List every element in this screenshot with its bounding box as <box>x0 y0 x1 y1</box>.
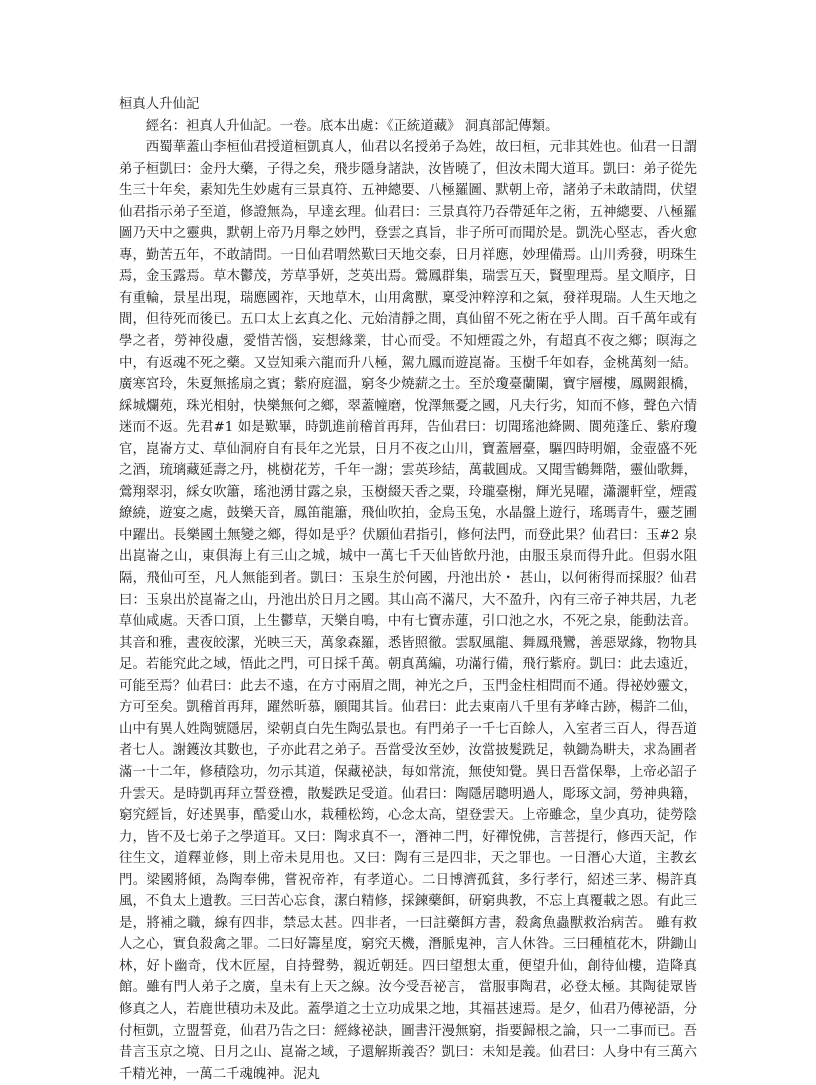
document-title: 桓真人升仙記 <box>119 97 200 112</box>
scripture-metadata: 經名：袒真人升仙記。一卷。底本出處：《正統道藏》 洞真部記傳類。 <box>145 118 559 134</box>
document-page <box>119 94 697 1085</box>
body-paragraph: 西蜀華蓋山李桓仙君授道桓凱真人，仙君以名授弟子為姓，故曰桓，元非其姓也。仙君一日謂弟子桓凱曰：金丹大藥，子得之矣，飛步隱身諸訣，汝皆曉了，但汝未聞大道耳。凱曰：弟子從先生三十年矣，素知先生妙處有三景真符、五神總要、八極羅圖、默朝上帝，諸弟子未敢請問，伏望仙君指示弟子至道，修證無為，早達玄理。仙君曰：三景真符乃吞帶延年之術，五神總要、八極羅圖乃天中之靈典，默朝上帝乃月舉之妙門，登雲之真旨，非子所可而聞於是。凱洗心堅志，香火愈專，勤苦五年，不敢請問。一日仙君喟然歎曰天地交泰，日月祥應，妙理備焉。山川秀發，明珠生焉，金玉露焉。草木鬱茂，芳草爭妍，芝英出焉。鶯鳳群集，瑞雲互天，賢聖理焉。星文順序，日有重輪，景星出現，瑞應國祚，天地草木，山用禽獸，稟受沖粹淳和之氣，發祥現瑞。人生天地之間，但待死而後已。五口太上玄真之化、元始清靜之間，真仙留不死之術在乎人間。百千萬年或有學之者，勞神役慮，愛惜苦惱，妄想緣業，甘心而受。不知煙霞之外，有超真不夜之鄉；暝海之中，有返魂不死之藥。又豈知乘六龍而升八極，駕九鳳而遊崑崙。玉樹千年如春，金桃萬刻一結。廣寒宮玲，朱夏無搖扇之賓；紫府庭溫，窮冬少燒薪之士。至於瓊臺蘭闌，寶宇層樓，鳳闕銀橋，綵城爛苑，珠光相射，快樂無何之鄉，翠蓋幢磨，悅澤無憂之國，凡夫行劣，知而不修，聲色六情迷而不返。先君#1 如是歎畢，時凱進前稽首再拜，告仙君曰：切聞瑤池絳闕、閬苑蓬丘、紫府瓊官，崑崙方丈、草仙洞府自有長年之光景，日月不夜之山川，寶蓋層臺，驅四時明媚，金壺盛不死之酒，琉璃藏延壽之丹，桃樹花芳，千年一謝；雲英珍結，萬載圓成。又聞雪鶴舞階，靈仙歌舞，鶯翔翠羽，綵女吹簫，瑤池湧甘露之泉，玉樹綴天香之粟，玲瓏臺榭，輝光晃曜，瀟灑軒堂，煙霞繚繞，遊宴之處，鼓樂天音，鳳笛龍簫，飛仙吹拍，金烏玉兔，水晶盤上遊行，瑤瑪青牛，靈芝圃中躍出。長樂國土無變之鄉，得如是乎？伏願仙君指引，修何法門，而登此果？仙君曰：玉#2 泉出崑崙之山，東俱海上有三山之城，城中一萬七千天仙皆飲丹池，由服玉泉而得升此。但弱水阻隔，飛仙可至，凡人無能到者。凱曰：玉泉生於何國，丹池出於・ 甚山，以何術得而採服？仙君曰：玉泉出於崑崙之山，丹池出於日月之國。其山高不滿尺，大不盈升，內有三帝子神共居，九老草仙咸處。天香口頂，上生鬱草，天樂自鳴，中有七寶赤蓮，引口池之水，不死之泉，能動法音。其音和雅，晝夜皎潔，光映三天，萬象森羅，悉皆照徹。雲馭風龍、舞鳳飛鸞，善惡眾緣，物物具足。若能究此之域，悟此之門，可日採千萬。朝真萬編，功滿行備，飛行紫府。凱曰：此去遠近，可能至焉？仙君曰：此去不遠，在方寸兩眉之間，神光之戶，玉門金柱相問而不通。得祕妙靈文，方可至矣。凱稽首再拜，躍然昕慕，願聞其旨。仙君曰：此去東南八千里有茅峰古跡，楊許二仙，山中有異人姓陶號隱居，梁朝貞白先生陶弘景也。有門弟子一千七百餘人，入室者三百人，得吾道者七人。謝鑊汝其數也，子亦此君之弟子。吾當受汝至妙，汝當披髮跣足，執鋤為畊夫，求為圃者滿一十二年，修積陰功，勿示其道，保藏祕訣，每如常流，無使知覺。異日吾當保舉，上帝必詔子升雲天。是時凱再拜立誓登禮，散髮跌足受道。仙君曰：陶隱居聰明過人，彫琢文詞，勞神典籍，窮究經旨，好述異事，酷愛山水，栽種松筠，心念太高，望登雲天。上帝雖念，皇少真功，徒勞陰力，皆不及七弟子之學道耳。又曰：陶求真不一，潛神二門，好禪悅佛，言菩提行，修西天記，作往生文，道釋並修，則上帝未見用也。又曰：陶有三是四非，天之罪也。一日潛心大道，主教玄門。梁國將傾，為陶奉佛，嘗祝帝祚，有孝道心。二日博濟孤貧，多行孝行，紹述三茅、楊許真風，不負太上遺教。三曰苦心忘食，潔白精修，採鍊藥餌，研窮典教，不忘上真覆載之恩。有此三是，將補之職，線有四非，禁忌太甚。四非者，一曰註藥餌方書，殺禽魚蟲獸救治病苦。 雖有救人之心，實負殺禽之罪。二曰好籌星度，窮究天機，潛脈鬼神，言人休咎。三曰種植花木，阱鋤山林，好卜幽奇，伐木匠屋，自持聲勢，親近朝廷。四曰望想太重，便望升仙，創待仙樓，造降真館。雖有門人弟子之廣，皇未有上天之線。汝今受吾祕言， 當服事陶君，必登太極。其陶徒眾皆修真之人，若鹿世積功未及此。蓋學道之士立功成果之地，其福甚速焉。是夕，仙君乃傳祕語，分付桓凱，立盟誓竟，仙君乃告之曰：經緣祕訣，圖書汗漫無窮，指要歸根之論，只一二事而已。吾昔言玉京之境、日月之山、崑崙之域，子還解斯義否？凱曰：未知是義。仙君曰：人身中有三萬六千精光神，一萬二千魂魄神。泥丸 <box>119 140 697 1082</box>
